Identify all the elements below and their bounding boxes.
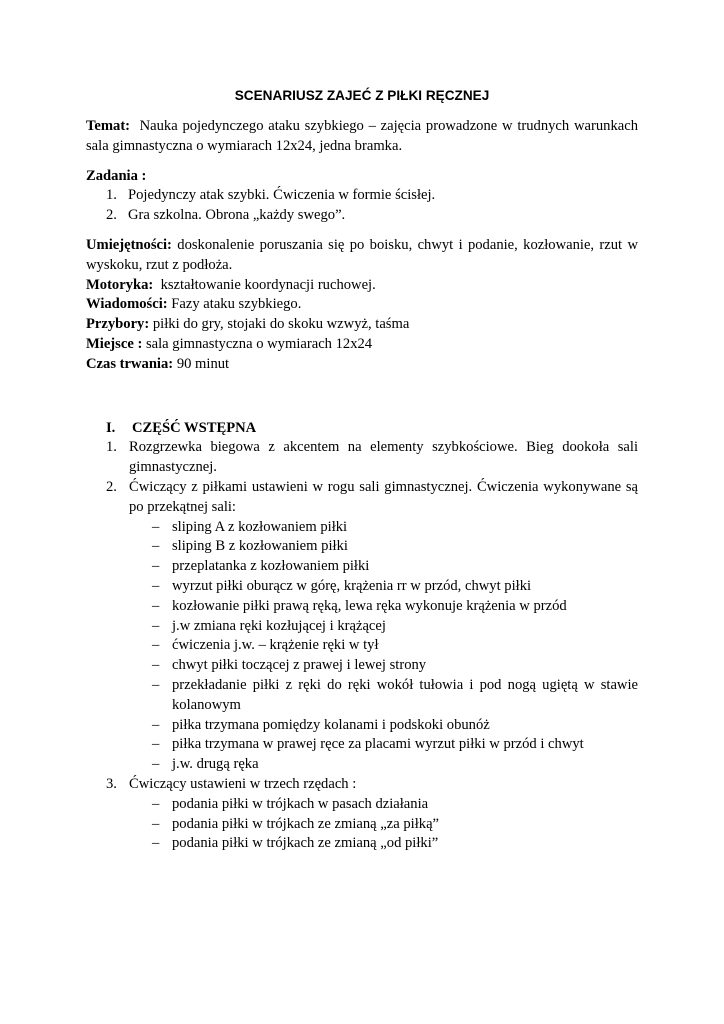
dash-bullet: – bbox=[152, 756, 160, 773]
exercise-list-3 bbox=[86, 795, 638, 854]
zadania-item bbox=[86, 186, 638, 206]
dash-bullet: – bbox=[152, 736, 160, 753]
dash-bullet: – bbox=[152, 558, 160, 575]
list-item-text: j.w zmiana ręki kozłującej i krążącej bbox=[172, 617, 386, 634]
dash-bullet: – bbox=[152, 518, 160, 535]
zadania-item-text: Pojedynczy atak szybki. Ćwiczenia w formie ścisłej. bbox=[128, 187, 436, 204]
list-item-text: wyrzut piłki oburącz w górę, krążenia rr w przód, chwyt piłki bbox=[172, 577, 532, 594]
dash-bullet: – bbox=[152, 716, 160, 733]
exercise-list-2 bbox=[86, 518, 638, 775]
temat-label: Temat: bbox=[86, 118, 131, 134]
document-body bbox=[86, 117, 638, 854]
list-item bbox=[152, 636, 638, 656]
info-czas-trwania: Czas trwania: 90 minut bbox=[86, 355, 230, 372]
list-item bbox=[152, 537, 638, 557]
list-item bbox=[152, 557, 638, 577]
list-item-text: sliping A z kozłowaniem piłki bbox=[172, 518, 348, 535]
list-item bbox=[152, 795, 638, 815]
info-umiejetnosci: Umiejętności: doskonalenie poruszania się po boisku, chwyt i podanie, kozłowanie, rzut w wyskoku, rzut z podłoża. bbox=[86, 236, 638, 273]
section-item: 3. Ćwiczący ustawieni w trzech rzędach : bbox=[106, 775, 357, 792]
dash-bullet: – bbox=[152, 835, 160, 852]
list-item-text: j.w. drugą ręka bbox=[172, 756, 259, 773]
list-item bbox=[152, 597, 638, 617]
dash-bullet: – bbox=[152, 815, 160, 832]
section-number: I. bbox=[106, 419, 116, 436]
document-title: SCENARIUSZ ZAJEĆ Z PIŁKI RĘCZNEJ bbox=[234, 88, 490, 103]
section-item: 1. Rozgrzewka biegowa z akcentem na elementy szybkościowe. Bieg dookoła sali gimnastycznej. bbox=[106, 439, 638, 476]
list-item bbox=[152, 656, 638, 676]
zadania-item-number: 1. bbox=[106, 187, 117, 204]
list-item-text: ćwiczenia j.w. – krążenie ręki w tył bbox=[172, 637, 379, 654]
list-item bbox=[152, 716, 638, 736]
list-item-text: podania piłki w trójkach ze zmianą „od piłki” bbox=[172, 835, 439, 852]
info-miejsce: Miejsce : sala gimnastyczna o wymiarach 12x24 bbox=[86, 335, 373, 352]
section-heading bbox=[106, 419, 638, 439]
dash-bullet: – bbox=[152, 795, 160, 812]
zadania-label: Zadania : bbox=[86, 167, 147, 184]
list-item-text: podania piłki w trójkach w pasach działania bbox=[172, 795, 429, 812]
list-item bbox=[152, 755, 638, 775]
list-item-text: przeplatanka z kozłowaniem piłki bbox=[172, 558, 370, 575]
zadania-item bbox=[86, 206, 638, 226]
info-wiadomosci: Wiadomości: Fazy ataku szybkiego. bbox=[86, 296, 302, 313]
list-item bbox=[152, 735, 638, 755]
dash-bullet: – bbox=[152, 617, 160, 634]
list-item-text: kozłowanie piłki prawą ręką, lewa ręka wykonuje krążenia w przód bbox=[172, 597, 567, 614]
list-item-text: przekładanie piłki z ręki do ręki wokół tułowia i pod nogą ugiętą w stawie kolanowym bbox=[172, 676, 638, 713]
list-item-text: piłka trzymana pomiędzy kolanami i podskoki obunóż bbox=[172, 716, 490, 733]
dash-bullet: – bbox=[152, 676, 160, 693]
list-item bbox=[152, 518, 638, 538]
list-item bbox=[152, 617, 638, 637]
list-item-text: sliping B z kozłowaniem piłki bbox=[172, 538, 348, 555]
list-item bbox=[152, 676, 638, 716]
info-przybory: Przybory: piłki do gry, stojaki do skoku wzwyż, taśma bbox=[86, 316, 410, 333]
list-item bbox=[152, 577, 638, 597]
dash-bullet: – bbox=[152, 637, 160, 654]
list-item bbox=[152, 815, 638, 835]
temat-paragraph bbox=[86, 117, 638, 157]
temat-text: Nauka pojedynczego ataku szybkiego – zajęcia prowadzone w trudnych warunkach sala gimnastyczna o wymiarach 12x24, jedna bramka. bbox=[86, 118, 638, 154]
dash-bullet: – bbox=[152, 577, 160, 594]
dash-bullet: – bbox=[152, 657, 160, 674]
list-item bbox=[152, 834, 638, 854]
zadania-item-number: 2. bbox=[106, 207, 117, 224]
dash-bullet: – bbox=[152, 597, 160, 614]
list-item-text: piłka trzymana w prawej ręce za placami wyrzut piłki w przód i chwyt bbox=[172, 736, 584, 753]
info-motoryka: Motoryka: kształtowanie koordynacji ruchowej. bbox=[86, 276, 376, 293]
list-item-text: chwyt piłki toczącej z prawej i lewej strony bbox=[172, 657, 427, 674]
section-item: 2. Ćwiczący z piłkami ustawieni w rogu sali gimnastycznej. Ćwiczenia wykonywane są po przekątnej sali: bbox=[106, 478, 638, 515]
dash-bullet: – bbox=[152, 538, 160, 555]
zadania-item-text: Gra szkolna. Obrona „każdy swego”. bbox=[128, 207, 346, 224]
section-title: CZĘŚĆ WSTĘPNA bbox=[132, 419, 257, 436]
list-item-text: podania piłki w trójkach ze zmianą „za piłką” bbox=[172, 815, 440, 832]
